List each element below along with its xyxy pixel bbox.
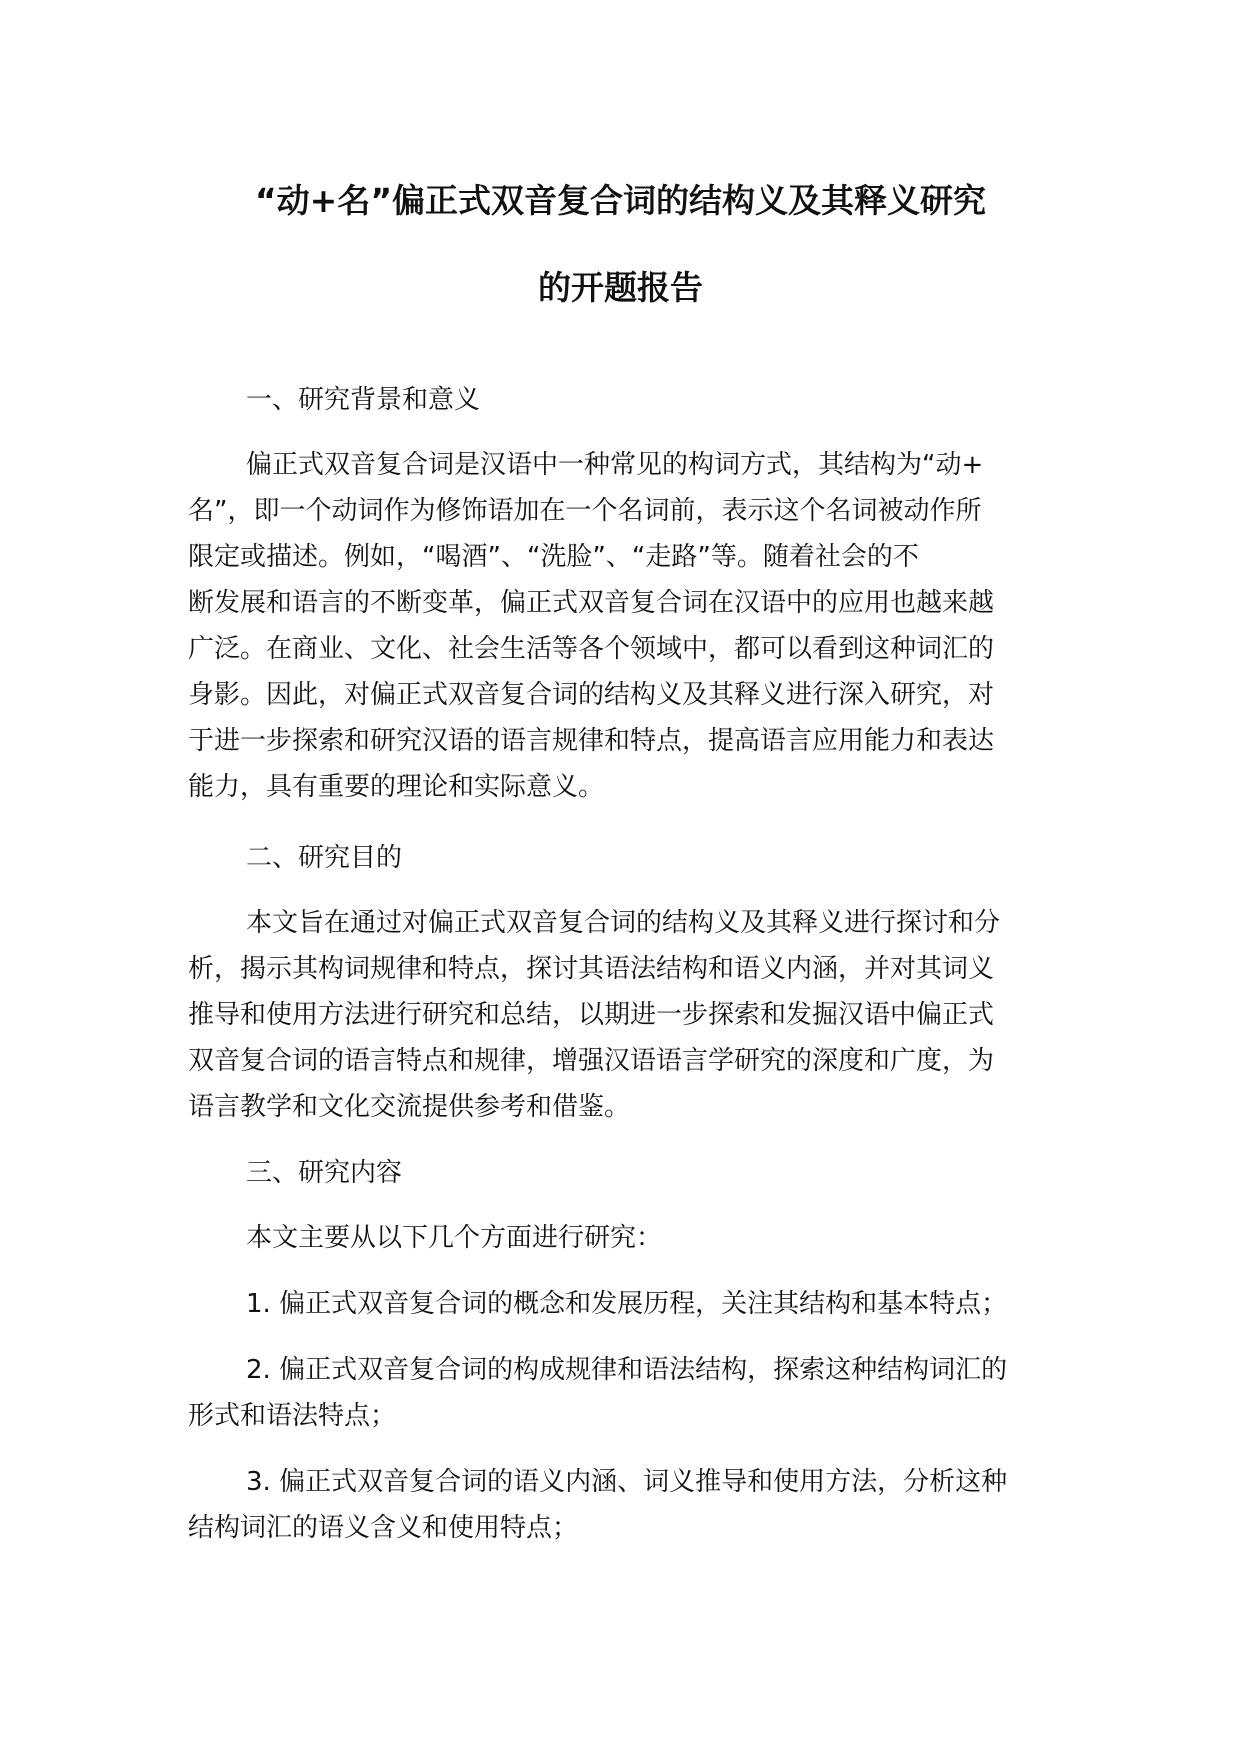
paragraph-line: 身影。因此，对偏正式双音复合词的结构义及其释义进行深入研究，对	[188, 680, 995, 710]
paragraph-line: 双音复合词的语言特点和规律，增强汉语语言学研究的深度和广度，为	[188, 1046, 995, 1076]
paragraph-line: 本文旨在通过对偏正式双音复合词的结构义及其释义进行探讨和分	[246, 908, 1001, 938]
list-item-line: 形式和语法特点；	[188, 1401, 397, 1431]
list-item-line: 1. 偏正式双音复合词的概念和发展历程，关注其结构和基本特点；	[246, 1289, 1008, 1319]
list-item-line: 2. 偏正式双音复合词的构成规律和语法结构，探索这种结构词汇的	[246, 1355, 1008, 1385]
section-heading-purpose: 二、研究目的	[246, 843, 403, 873]
section-heading-background: 一、研究背景和意义	[246, 385, 481, 415]
section-heading-content: 三、研究内容	[246, 1158, 403, 1188]
paragraph-line: 于进一步探索和研究汉语的语言规律和特点，提高语言应用能力和表达	[188, 726, 995, 756]
paragraph-line: 析，揭示其构词规律和特点，探讨其语法结构和语义内涵，并对其词义	[188, 954, 995, 984]
paragraph-line: 名”，即一个动词作为修饰语加在一个名词前，表示这个名词被动作所	[188, 496, 982, 526]
paragraph-content-intro: 本文主要从以下几个方面进行研究：	[246, 1223, 663, 1253]
document-title-line-2: 的开题报告	[538, 268, 703, 307]
paragraph-line: 广泛。在商业、文化、社会生活等各个领域中，都可以看到这种词汇的	[188, 634, 995, 664]
paragraph-line: 偏正式双音复合词是汉语中一种常见的构词方式，其结构为“动+	[246, 450, 984, 480]
list-item-line: 结构词汇的语义含义和使用特点；	[188, 1513, 579, 1543]
list-item-line: 3. 偏正式双音复合词的语义内涵、词义推导和使用方法，分析这种	[246, 1467, 1008, 1497]
paragraph-line: 语言教学和文化交流提供参考和借鉴。	[188, 1092, 631, 1122]
paragraph-line: 限定或描述。例如，“喝酒”、“洗脸”、“走路”等。随着社会的不	[188, 542, 919, 572]
document-title-line-1: “动+名”偏正式双音复合词的结构义及其释义研究	[254, 181, 987, 220]
list-item	[188, 1281, 1043, 1327]
paragraph-line: 能力，具有重要的理论和实际意义。	[188, 772, 605, 802]
paragraph-background	[188, 442, 1043, 810]
paragraph-line: 断发展和语言的不断变革，偏正式双音复合词在汉语中的应用也越来越	[188, 588, 995, 618]
list-item	[188, 1459, 1043, 1551]
paragraph-purpose	[188, 900, 1043, 1130]
paragraph-line: 推导和使用方法进行研究和总结，以期进一步探索和发掘汉语中偏正式	[188, 1000, 995, 1030]
list-item	[188, 1347, 1043, 1439]
